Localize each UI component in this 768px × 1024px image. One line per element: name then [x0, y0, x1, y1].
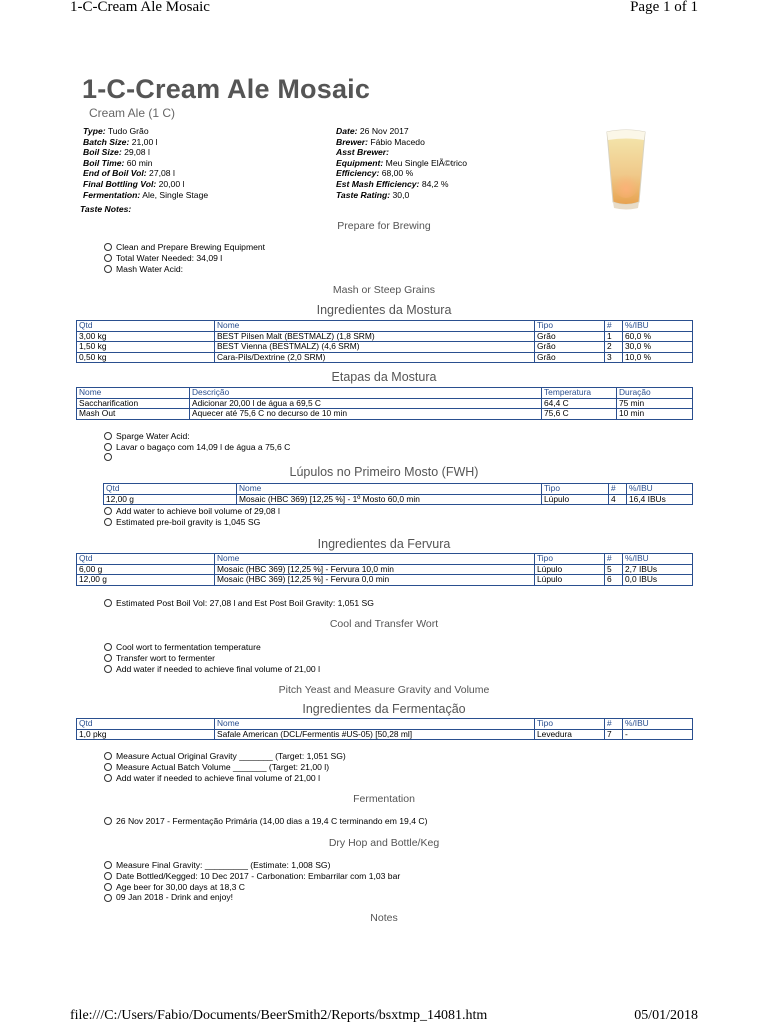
- step-checkbox-icon[interactable]: [104, 443, 112, 451]
- step-checkbox-icon[interactable]: [104, 654, 112, 662]
- step-checkbox-icon[interactable]: [104, 665, 112, 673]
- step-checkbox-icon[interactable]: [104, 265, 112, 273]
- info-row: [336, 147, 467, 158]
- column-header: Tipo: [535, 554, 605, 565]
- column-header: %/IBU: [627, 484, 693, 495]
- column-header: Temperatura: [542, 388, 617, 399]
- table-header-row: [77, 388, 693, 399]
- info-value: 20,00 l: [158, 178, 185, 189]
- step-text: Measure Actual Original Gravity _______ (Target: 1,051 SG): [116, 751, 346, 761]
- step-text: Cool wort to fermentation temperature: [116, 642, 261, 652]
- step-checkbox-icon[interactable]: [104, 599, 112, 607]
- mash-steps-table: [76, 387, 693, 420]
- info-label: Boil Time:: [83, 157, 125, 168]
- column-header: Nome: [215, 554, 535, 565]
- table-cell: Lúpulo: [542, 494, 609, 505]
- step-text: Estimated Post Boil Vol: 27,08 l and Est Post Boil Gravity: 1,051 SG: [116, 598, 374, 608]
- step-text: Estimated pre-boil gravity is 1,045 SG: [116, 516, 261, 527]
- step-checkbox-icon[interactable]: [104, 763, 112, 771]
- step-checkbox-icon[interactable]: [104, 453, 112, 461]
- table-cell: BEST Vienna (BESTMALZ) (4,6 SRM): [215, 342, 535, 353]
- column-header: %/IBU: [623, 554, 693, 565]
- table-cell: 60,0 %: [623, 331, 693, 342]
- info-label: Final Bottling Vol:: [83, 178, 157, 189]
- info-label: Batch Size:: [83, 136, 130, 147]
- step-checkbox-icon[interactable]: [104, 507, 112, 515]
- column-header: Tipo: [542, 484, 609, 495]
- step-text: Clean and Prepare Brewing Equipment: [116, 242, 266, 252]
- info-row: [83, 190, 208, 201]
- step-checkbox-icon[interactable]: [104, 254, 112, 262]
- table-row: [104, 494, 693, 505]
- table-row: [77, 409, 693, 420]
- table-cell: Cara-Pils/Dextrine (2,0 SRM): [215, 352, 535, 363]
- post-boil-steps: [104, 598, 374, 609]
- section-prepare-brewing: Prepare for Brewing: [337, 220, 431, 232]
- info-row: [83, 179, 208, 190]
- table-cell: 4: [609, 494, 627, 505]
- checklist-step[interactable]: [104, 751, 346, 762]
- column-header: Tipo: [535, 719, 605, 730]
- checklist-step[interactable]: [104, 762, 346, 773]
- info-label: Est Mash Efficiency:: [336, 178, 420, 189]
- table-cell: 0,0 IBUs: [623, 575, 693, 586]
- recipe-title: 1-C-Cream Ale Mosaic: [82, 74, 371, 104]
- step-text: Measure Actual Batch Volume _______ (Target: 21,00 l): [116, 761, 330, 772]
- table-header-row: [77, 719, 693, 730]
- table-cell: 6,00 g: [77, 564, 215, 575]
- info-value: 68,00 %: [381, 168, 414, 179]
- table-cell: Saccharification: [77, 398, 190, 409]
- step-text: Lavar o bagaço com 14,09 l de água a 75,6 C: [116, 441, 291, 452]
- column-header: #: [609, 484, 627, 495]
- info-label: Equipment:: [336, 157, 384, 168]
- table-header-row: [77, 321, 693, 332]
- info-row: [83, 158, 208, 169]
- table-cell: -: [623, 729, 693, 740]
- checklist-step[interactable]: [104, 453, 290, 461]
- step-text: Mash Water Acid:: [116, 263, 184, 274]
- column-header: %/IBU: [623, 321, 693, 332]
- step-text: Age beer for 30,00 days at 18,3 C: [116, 881, 245, 892]
- pitch-steps: [104, 751, 346, 783]
- step-text: Date Bottled/Kegged: 10 Dec 2017 - Carbonation: Embarrilar com 1,03 bar: [116, 870, 401, 881]
- column-header: #: [605, 719, 623, 730]
- checklist-step[interactable]: [104, 506, 280, 517]
- column-header: Nome: [215, 321, 535, 332]
- table-cell: 7: [605, 729, 623, 740]
- table-cell: 12,00 g: [77, 575, 215, 586]
- checklist-step[interactable]: [104, 598, 374, 609]
- table-cell: BEST Pilsen Malt (BESTMALZ) (1,8 SRM): [215, 331, 535, 342]
- info-row: [83, 137, 208, 148]
- table-header-row: [104, 484, 693, 495]
- checklist-step[interactable]: [104, 442, 290, 453]
- info-label: End of Boil Vol:: [83, 168, 147, 179]
- column-header: Descrição: [190, 388, 542, 399]
- table-cell: 3: [605, 352, 623, 363]
- step-text: 09 Jan 2018 - Drink and enjoy!: [116, 892, 234, 903]
- recipe-style: Cream Ale (1 C): [89, 106, 176, 120]
- step-checkbox-icon[interactable]: [104, 774, 112, 782]
- sparge-steps: [104, 431, 290, 461]
- step-text: Sparge Water Acid:: [116, 431, 190, 441]
- info-value: 60 min: [126, 157, 153, 168]
- info-value: Fábio Macedo: [370, 136, 425, 147]
- table-cell: 75 min: [617, 398, 693, 409]
- heading-mash-ingredients: Ingredientes da Mostura: [316, 303, 452, 317]
- checklist-step[interactable]: [104, 264, 265, 275]
- table-cell: 2: [605, 342, 623, 353]
- column-header: Qtd: [104, 484, 237, 495]
- info-label: Boil Size:: [83, 147, 122, 158]
- section-notes: Notes: [370, 912, 398, 924]
- step-checkbox-icon[interactable]: [104, 872, 112, 880]
- column-header: Duração: [617, 388, 693, 399]
- mash-ingredients-table: [76, 320, 693, 363]
- info-value: Ale, Single Stage: [142, 189, 209, 200]
- column-header: Nome: [237, 484, 542, 495]
- column-header: Qtd: [77, 719, 215, 730]
- table-cell: 16,4 IBUs: [627, 494, 693, 505]
- step-text: Total Water Needed: 34,09 l: [116, 252, 223, 263]
- table-cell: Adicionar 20,00 l de água a 69,5 C: [190, 398, 542, 409]
- info-value: 21,00 l: [131, 136, 158, 147]
- info-value: 30,0: [392, 189, 410, 200]
- table-cell: 5: [605, 564, 623, 575]
- info-value: 84,2 %: [421, 178, 449, 189]
- table-cell: 6: [605, 575, 623, 586]
- table-cell: 30,0 %: [623, 342, 693, 353]
- checklist-step[interactable]: [104, 773, 346, 784]
- column-header: #: [605, 554, 623, 565]
- dryhop-steps: [104, 860, 400, 903]
- beer-glass-icon: [604, 128, 648, 210]
- step-text: 26 Nov 2017 - Fermentação Primária (14,00 dias a 19,4 C terminando em 19,4 C): [116, 816, 428, 826]
- table-cell: 10 min: [617, 409, 693, 420]
- checklist-step[interactable]: [104, 517, 280, 528]
- heading-mash-steps: Etapas da Mostura: [331, 370, 437, 384]
- info-value: 27,08 l: [149, 168, 175, 179]
- info-row: [336, 158, 467, 169]
- page-header-title: 1-C-Cream Ale Mosaic: [70, 0, 210, 15]
- info-row: [336, 126, 467, 137]
- taste-notes-label: Taste Notes:: [80, 204, 132, 214]
- prepare-steps: [104, 242, 265, 274]
- section-fermentation: Fermentation: [353, 793, 415, 805]
- step-checkbox-icon[interactable]: [104, 432, 112, 440]
- step-checkbox-icon[interactable]: [104, 518, 112, 526]
- table-cell: 64,4 C: [542, 398, 617, 409]
- table-cell: Lúpulo: [535, 564, 605, 575]
- table-cell: Mosaic (HBC 369) [12,25 %] - Fervura 0,0 min: [215, 575, 535, 586]
- step-text: Transfer wort to fermenter: [116, 652, 216, 663]
- table-cell: 1,50 kg: [77, 342, 215, 353]
- checklist-step[interactable]: [104, 431, 290, 442]
- column-header: Tipo: [535, 321, 605, 332]
- section-cool-transfer: Cool and Transfer Wort: [329, 618, 439, 630]
- step-checkbox-icon[interactable]: [104, 752, 112, 760]
- table-cell: Grão: [535, 342, 605, 353]
- info-row: [83, 147, 208, 158]
- checklist-step[interactable]: [104, 871, 400, 882]
- column-header: Nome: [215, 719, 535, 730]
- checklist-step[interactable]: [104, 892, 400, 903]
- column-header: Qtd: [77, 554, 215, 565]
- table-row: [77, 564, 693, 575]
- column-header: Qtd: [77, 321, 215, 332]
- table-row: [77, 575, 693, 586]
- checklist-step[interactable]: [104, 882, 400, 893]
- info-row: [83, 126, 208, 137]
- info-value: Meu Single ElÃ©trico: [385, 157, 467, 168]
- section-dry-hop-bottle: Dry Hop and Bottle/Keg: [328, 837, 440, 849]
- table-cell: Safale American (DCL/Fermentis #US-05) [50,28 ml]: [215, 729, 535, 740]
- table-row: [77, 352, 693, 363]
- table-cell: 3,00 kg: [77, 331, 215, 342]
- info-row: [336, 190, 467, 201]
- fwh-table: [103, 483, 693, 505]
- cool-steps: [104, 642, 320, 674]
- heading-boil: Ingredientes da Fervura: [317, 537, 451, 551]
- info-value: 29,08 l: [124, 147, 150, 158]
- checklist-step[interactable]: [104, 816, 427, 827]
- step-checkbox-icon[interactable]: [104, 894, 112, 902]
- recipe-info-left: [83, 126, 208, 200]
- info-label: Type:: [83, 126, 106, 136]
- table-row: [77, 342, 693, 353]
- recipe-info-right: [336, 126, 467, 200]
- checklist-step[interactable]: [104, 653, 320, 664]
- heading-fermentation-ingredients: Ingredientes da Fermentação: [302, 702, 466, 716]
- fwh-steps: [104, 506, 280, 528]
- step-checkbox-icon[interactable]: [104, 883, 112, 891]
- step-text: Measure Final Gravity: _________ (Estimate: 1,008 SG): [116, 860, 331, 870]
- info-label: Fermentation:: [83, 189, 141, 200]
- info-row: [83, 168, 208, 179]
- step-text: Add water if needed to achieve final volume of 21,00 l: [116, 663, 320, 674]
- info-value: Tudo Grão: [107, 126, 149, 136]
- checklist-step[interactable]: [104, 253, 265, 264]
- table-cell: 75,6 C: [542, 409, 617, 420]
- table-header-row: [77, 554, 693, 565]
- column-header: %/IBU: [623, 719, 693, 730]
- table-cell: Grão: [535, 331, 605, 342]
- info-value: 26 Nov 2017: [359, 126, 409, 136]
- table-cell: 1: [605, 331, 623, 342]
- table-cell: Grão: [535, 352, 605, 363]
- info-label: Efficiency:: [336, 168, 380, 179]
- table-cell: Lúpulo: [535, 575, 605, 586]
- step-text: Add water to achieve boil volume of 29,08 l: [116, 506, 280, 516]
- column-header: #: [605, 321, 623, 332]
- table-cell: Levedura: [535, 729, 605, 740]
- page-number: Page 1 of 1: [630, 0, 698, 15]
- table-cell: 1,0 pkg: [77, 729, 215, 740]
- step-checkbox-icon[interactable]: [104, 243, 112, 251]
- column-header: Nome: [77, 388, 190, 399]
- checklist-step[interactable]: [104, 642, 320, 653]
- section-pitch-yeast: Pitch Yeast and Measure Gravity and Volume: [278, 684, 490, 696]
- step-checkbox-icon[interactable]: [104, 861, 112, 869]
- table-cell: 12,00 g: [104, 494, 237, 505]
- step-checkbox-icon[interactable]: [104, 643, 112, 651]
- section-mash: Mash or Steep Grains: [332, 284, 436, 296]
- info-row: [336, 137, 467, 148]
- print-date: 05/01/2018: [634, 1008, 698, 1023]
- info-label: Brewer:: [336, 136, 368, 147]
- boil-table: [76, 553, 693, 586]
- table-cell: 10,0 %: [623, 352, 693, 363]
- step-checkbox-icon[interactable]: [104, 817, 112, 825]
- fermentation-steps: [104, 816, 427, 827]
- info-row: [336, 179, 467, 190]
- table-row: [77, 331, 693, 342]
- table-row: [77, 398, 693, 409]
- table-cell: Mosaic (HBC 369) [12,25 %] - Fervura 10,0 min: [215, 564, 535, 575]
- step-text: Add water if needed to achieve final volume of 21,00 l: [116, 772, 320, 783]
- info-label: Date:: [336, 126, 358, 136]
- checklist-step[interactable]: [104, 242, 265, 253]
- table-cell: 2,7 IBUs: [623, 564, 693, 575]
- info-label: Taste Rating:: [336, 189, 391, 200]
- table-row: [77, 729, 693, 740]
- checklist-step[interactable]: [104, 664, 320, 675]
- table-cell: Mash Out: [77, 409, 190, 420]
- info-label: Asst Brewer:: [336, 147, 390, 158]
- table-cell: Aquecer até 75,6 C no decurso de 10 min: [190, 409, 542, 420]
- info-row: [336, 168, 467, 179]
- table-cell: 0,50 kg: [77, 352, 215, 363]
- table-cell: Mosaic (HBC 369) [12,25 %] - 1º Mosto 60,0 min: [237, 494, 542, 505]
- fermentation-ingredients-table: [76, 718, 693, 740]
- file-path: file:///C:/Users/Fabio/Documents/BeerSmith2/Reports/bsxtmp_14081.htm: [70, 1008, 488, 1023]
- checklist-step[interactable]: [104, 860, 400, 871]
- heading-fwh: Lúpulos no Primeiro Mosto (FWH): [289, 465, 479, 479]
